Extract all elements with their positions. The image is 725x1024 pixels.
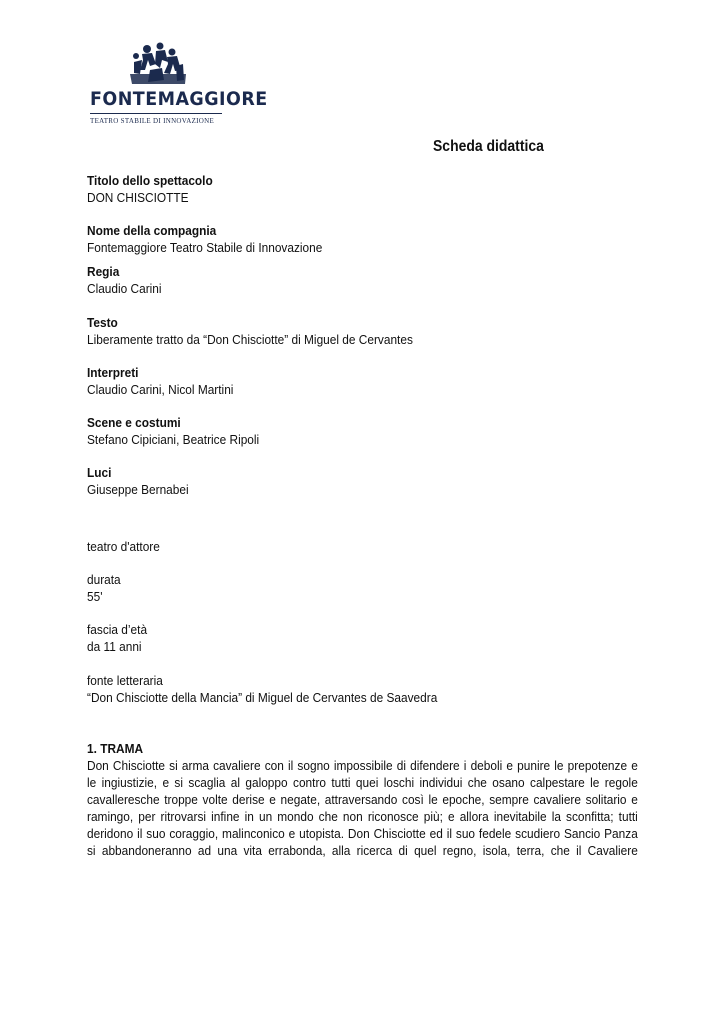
field-value: Claudio Carini, Nicol Martini	[87, 382, 234, 397]
info-value: 55'	[87, 589, 103, 604]
field-value: Giuseppe Bernabei	[87, 482, 189, 497]
section-heading: 1. TRAMA	[87, 741, 144, 756]
field-interpreti	[87, 364, 233, 398]
paragraph-line: le ingiustizie, e si scaglia al galoppo contro tutti quei loschi individui che osano calpestare le regole	[87, 775, 638, 790]
section-paragraph	[87, 757, 639, 859]
field-luci	[87, 464, 189, 498]
field-label: Scene e costumi	[87, 415, 181, 430]
info-value: “Don Chisciotte della Mancia” di Miguel de Cervantes de Saavedra	[87, 690, 438, 705]
field-value: DON CHISCIOTTE	[87, 190, 189, 205]
paragraph-line: si abbandoneranno ad una vita errabonda, alla ricerca di quel regno, isola, terra, che il Cavaliere	[87, 843, 638, 858]
field-label: Titolo dello spettacolo	[87, 173, 213, 188]
company-logo	[90, 40, 268, 125]
fontemaggiore-figures-logo-icon	[90, 40, 225, 86]
field-testo	[87, 314, 413, 348]
field-label: Interpreti	[87, 365, 139, 380]
info-label: durata	[87, 572, 121, 587]
field-value: Liberamente tratto da “Don Chisciotte” di Miguel de Cervantes	[87, 332, 413, 347]
info-value: da 11 anni	[87, 639, 142, 654]
info-label: fascia d’età	[87, 622, 148, 637]
field-label: Luci	[87, 465, 112, 480]
logo-divider	[90, 113, 222, 114]
paragraph-line: Don Chisciotte si arma cavaliere con il sogno impossibile di difendere i deboli e punire le prepotenze e	[87, 758, 638, 773]
logo-tagline: TEATRO STABILE DI INNOVAZIONE	[90, 117, 215, 125]
field-value: Stefano Cipiciani, Beatrice Ripoli	[87, 432, 260, 447]
field-titolo	[87, 172, 213, 206]
paragraph-line: ramingo, per ritrovarsi infine in un mondo che non riconosce più; e allora inevitabile la sconfitta; tutti	[87, 809, 638, 824]
field-regia	[87, 263, 162, 297]
info-source	[87, 672, 437, 706]
info-genre: teatro d'attore	[87, 539, 160, 554]
field-label: Nome della compagnia	[87, 223, 217, 238]
field-scene-costumi	[87, 414, 259, 448]
field-compagnia	[87, 222, 322, 256]
field-label: Regia	[87, 264, 120, 279]
field-label: Testo	[87, 315, 118, 330]
paragraph-line: deridono il suo coraggio, malinconico e utopista. Don Chisciotte ed il suo fedele scudiero Sancio Panza	[87, 826, 638, 841]
document-title: Scheda didattica	[433, 138, 544, 155]
field-value: Fontemaggiore Teatro Stabile di Innovazione	[87, 240, 323, 255]
info-label: fonte letteraria	[87, 673, 163, 688]
field-value: Claudio Carini	[87, 281, 162, 296]
logo-wordmark: FONTEMAGGIORE	[90, 88, 268, 110]
info-age	[87, 621, 147, 655]
paragraph-line: cavalleresche troppe volte derise e negate, attraversando così le epoche, sempre cavaliere solitario e	[87, 792, 638, 807]
info-duration	[87, 571, 121, 605]
